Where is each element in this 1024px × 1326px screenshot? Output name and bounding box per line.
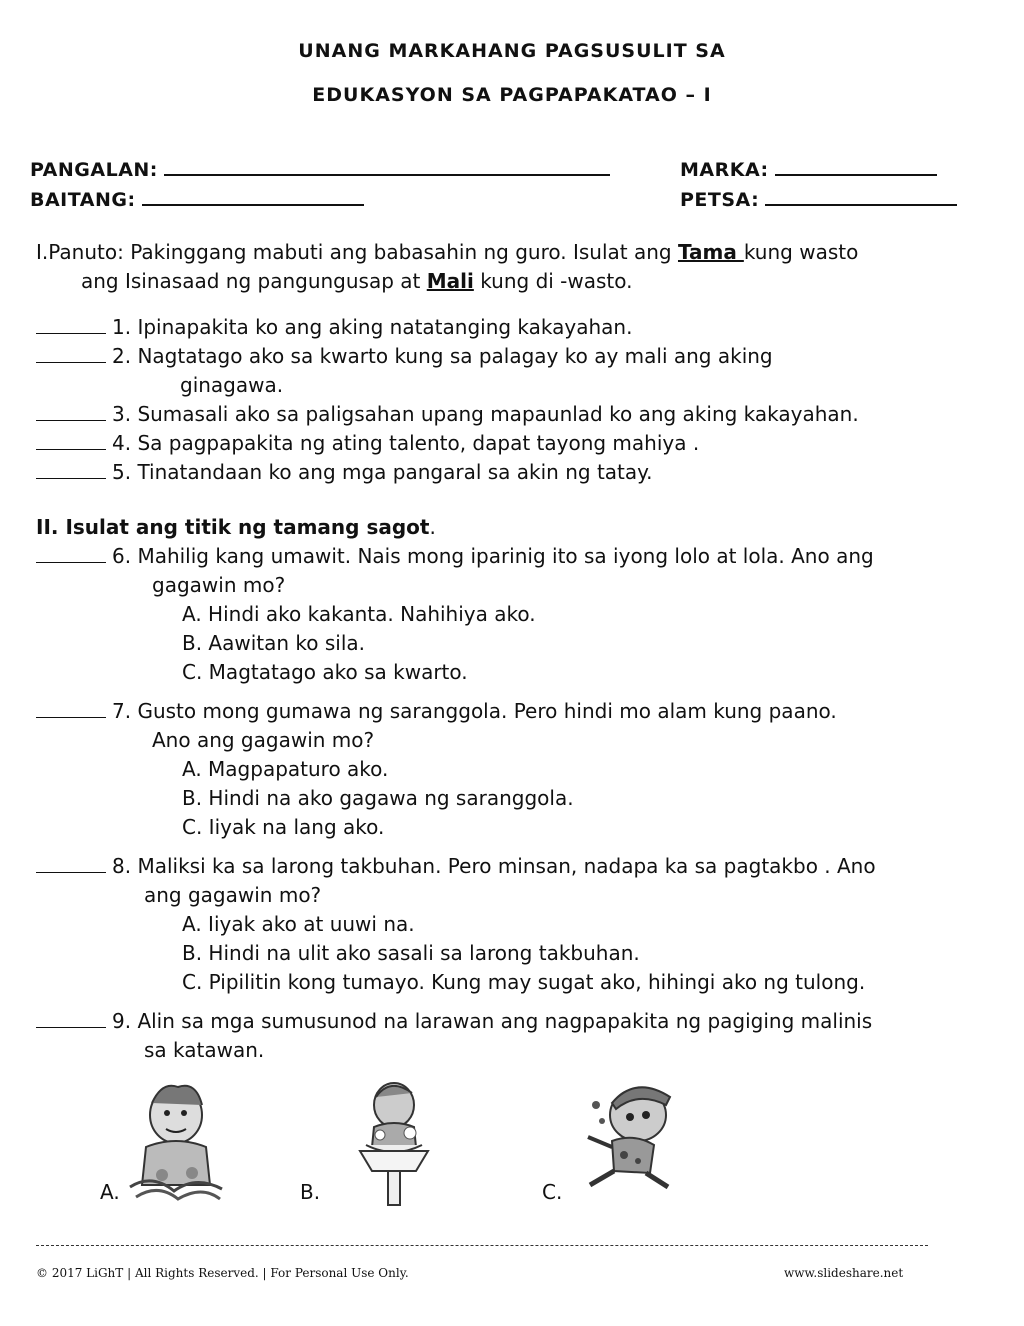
grade-line xyxy=(142,186,364,206)
part2 xyxy=(36,513,996,1065)
child-eating-messily-picture xyxy=(122,1075,230,1207)
item-text: 1. Ipinapakita ko ang aking natatanging kakayahan. xyxy=(112,315,633,339)
list-item xyxy=(36,429,996,458)
answer-blank xyxy=(36,458,106,479)
question-text: 7. Gusto mong gumawa ng saranggola. Pero hindi mo alam kung paano. xyxy=(112,699,837,723)
answer-blank xyxy=(36,1007,106,1028)
footer-divider xyxy=(36,1245,928,1246)
picture-label-b: B. xyxy=(300,1180,321,1204)
instr-text-d: kung di -wasto. xyxy=(473,269,633,293)
dirty-child-running-picture xyxy=(572,1075,690,1201)
child-washing-face-picture xyxy=(330,1075,464,1207)
instr-text-c: ang Isinasaad ng pangungusap at xyxy=(81,269,427,293)
question-text: 6. Mahilig kang umawit. Nais mong iparinig ito sa iyong lolo at lola. Ano ang xyxy=(112,544,874,568)
item-text: 3. Sumasali ako sa paligsahan upang mapaunlad ko ang aking kakayahan. xyxy=(112,402,859,426)
tama-word: Tama xyxy=(677,240,744,264)
question-continuation: Ano ang gagawin mo? xyxy=(152,728,375,752)
mali-word: Mali xyxy=(426,269,474,293)
answer-blank xyxy=(36,542,106,563)
instr-text-b: kung wasto xyxy=(743,240,859,264)
list-item xyxy=(36,400,996,429)
question-continuation: ang gagawin mo? xyxy=(144,883,322,907)
answer-blank xyxy=(36,313,106,334)
list-item xyxy=(36,342,996,371)
choice-b: B. Hindi na ako gagawa ng saranggola. xyxy=(182,786,574,810)
question-8 xyxy=(36,852,996,881)
choice-c: C. Pipilitin kong tumayo. Kung may sugat ako, hihingi ako ng tulong. xyxy=(182,970,866,994)
question-9 xyxy=(36,1007,996,1036)
footer-url[interactable]: www.slideshare.net xyxy=(784,1266,904,1280)
list-item xyxy=(36,458,996,487)
picture-choices xyxy=(0,1075,1024,1215)
date-label: PETSA: xyxy=(680,189,760,211)
choice-b: B. Aawitan ko sila. xyxy=(182,631,366,655)
answer-blank xyxy=(36,400,106,421)
date-line xyxy=(765,186,957,206)
item-continuation: ginagawa. xyxy=(180,373,284,397)
title-line-1: UNANG MARKAHANG PAGSUSULIT SA xyxy=(298,40,726,62)
choice-c: C. Magtatago ako sa kwarto. xyxy=(182,660,468,684)
answer-blank xyxy=(36,697,106,718)
footer-copyright: © 2017 LiGhT | All Rights Reserved. | For Personal Use Only. xyxy=(36,1266,409,1280)
picture-label-a: A. xyxy=(100,1180,120,1204)
choice-b: B. Hindi na ulit ako sasali sa larong takbuhan. xyxy=(182,941,640,965)
question-6 xyxy=(36,542,996,571)
question-continuation: sa katawan. xyxy=(144,1038,265,1062)
name-line xyxy=(164,156,610,176)
date-field xyxy=(680,186,957,211)
item-text: 2. Nagtatago ako sa kwarto kung sa palagay ko ay mali ang aking xyxy=(112,344,773,368)
answer-blank xyxy=(36,429,106,450)
part2-heading-end: . xyxy=(429,515,436,539)
title-line-2: EDUKASYON SA PAGPAPAKATAO – I xyxy=(312,84,712,106)
score-label: MARKA: xyxy=(680,159,769,181)
answer-blank xyxy=(36,852,106,873)
part2-heading: II. Isulat ang titik ng tamang sagot xyxy=(36,515,430,539)
answer-blank xyxy=(36,342,106,363)
instr-text-a: I.Panuto: Pakinggang mabuti ang babasahin ng guro. Isulat ang xyxy=(36,240,678,264)
name-label: PANGALAN: xyxy=(30,159,158,181)
grade-field xyxy=(30,186,364,211)
grade-label: BAITANG: xyxy=(30,189,136,211)
picture-label-c: C. xyxy=(542,1180,563,1204)
choice-c: C. Iiyak na lang ako. xyxy=(182,815,385,839)
part1-items xyxy=(36,313,996,487)
part1-instructions xyxy=(36,238,996,296)
item-text: 5. Tinatandaan ko ang mga pangaral sa akin ng tatay. xyxy=(112,460,653,484)
choice-a: A. Iiyak ako at uuwi na. xyxy=(182,912,415,936)
list-item xyxy=(36,313,996,342)
question-continuation: gagawin mo? xyxy=(152,573,286,597)
question-7 xyxy=(36,697,996,726)
choice-a: A. Hindi ako kakanta. Nahihiya ako. xyxy=(182,602,536,626)
choice-a: A. Magpapaturo ako. xyxy=(182,757,389,781)
question-text: 9. Alin sa mga sumusunod na larawan ang nagpapakita ng pagiging malinis xyxy=(112,1009,873,1033)
question-text: 8. Maliksi ka sa larong takbuhan. Pero minsan, nadapa ka sa pagtakbo . Ano xyxy=(112,854,876,878)
item-text: 4. Sa pagpapakita ng ating talento, dapat tayong mahiya . xyxy=(112,431,700,455)
name-field xyxy=(30,156,610,181)
score-line xyxy=(775,156,937,176)
score-field xyxy=(680,156,937,181)
